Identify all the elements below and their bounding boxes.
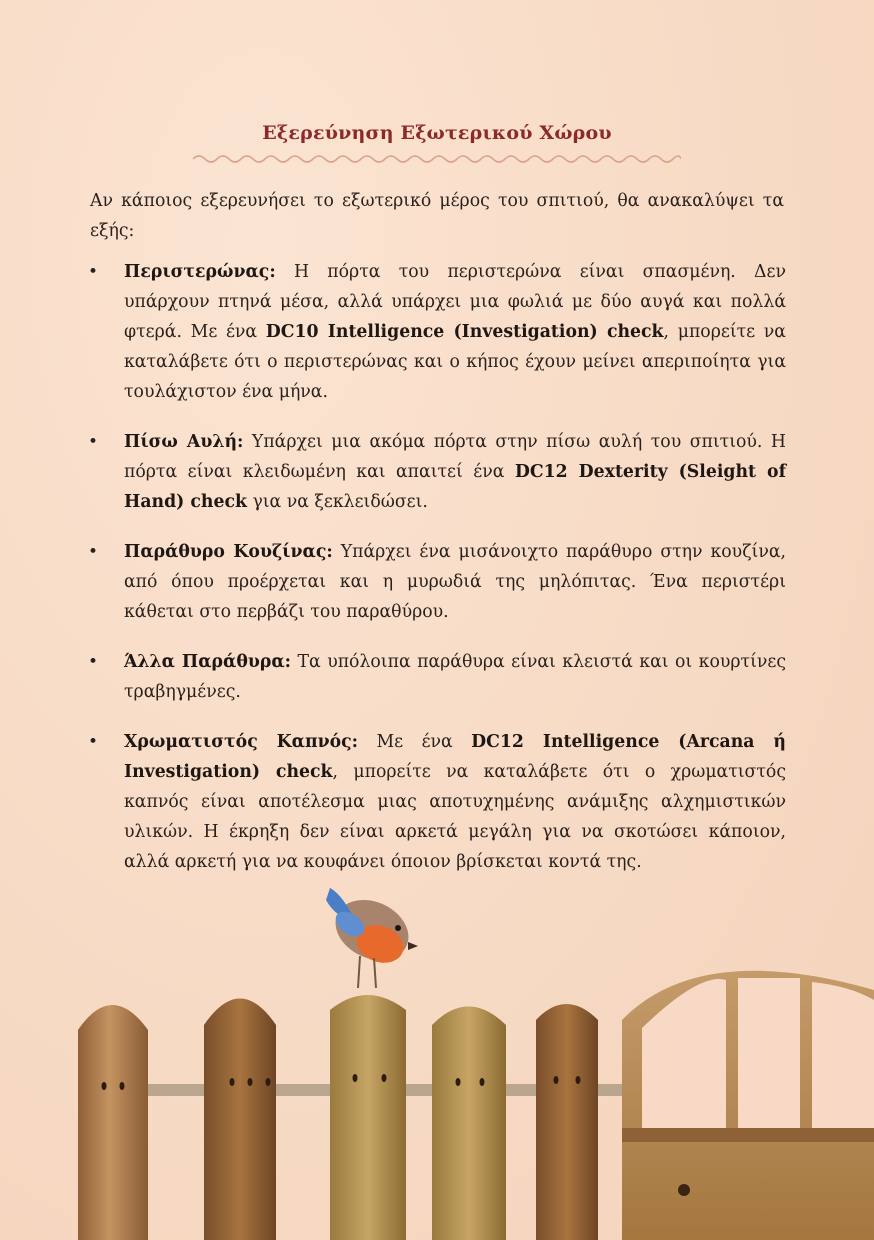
item-title: Άλλα Παράθυρα: (124, 652, 292, 672)
fence-picket (78, 1005, 148, 1240)
item-check: DC10 Intelligence (Investigation) check (265, 322, 664, 342)
item-text: Τα υπόλοιπα παράθυρα είναι κλειστά και οι κουρτίνες τραβηγμένες. (124, 652, 787, 702)
exploration-list (88, 257, 786, 897)
picket-knot (382, 1074, 387, 1082)
gate-window (738, 978, 800, 1128)
item-title: Περιστερώνας: (124, 262, 276, 282)
picket-knot (102, 1082, 107, 1090)
intro-paragraph: Αν κάποιος εξερευνήσει το εξωτερικό μέρος του σπιτιού, θα ανακαλύψει τα εξής: (90, 191, 784, 241)
item-text: Υπάρχει ένα μισάνοιχτο παράθυρο στην κουζίνα, από όπου προέρχεται και η μυρωδιά της μηλόπιτας. Ένα περιστέρι κάθεται στο περβάζι του παραθύρου. (124, 542, 787, 622)
item-text: για να ξεκλειδώσει. (246, 492, 428, 512)
picket-knot (230, 1078, 235, 1086)
fence-picket (432, 1007, 506, 1240)
picket-knot (576, 1076, 581, 1084)
fence-with-bird-illustration (0, 860, 874, 1240)
gate-window (812, 982, 874, 1128)
item-title: Παράθυρο Κουζίνας: (124, 542, 333, 562)
picket-knot (480, 1078, 485, 1086)
item-text: , μπορείτε να καταλάβετε ότι ο περιστερώνας και ο κήπος έχουν μείνει απεριποίητα για τουλάχιστον ένα μήνα. (124, 322, 786, 402)
item-text: , μπορείτε να καταλάβετε ότι ο χρωματιστός καπνός είναι αποτέλεσμα μιας αποτυχημένης ανάμιξης αλχημιστικών υλικών. Η έκρηξη δεν είναι αρκετά μεγάλη για να σκοτώσει κάποιον, αλλά αρκετή για να κουφάνει όποιον βρίσκεται κοντά της. (124, 762, 786, 872)
page-heading: Εξερεύνηση Εξωτερικού Χώρου (262, 122, 612, 144)
list-item (88, 257, 786, 407)
item-text: Η πόρτα του περιστερώνα είναι σπασμένη. Δεν υπάρχουν πτηνά μέσα, αλλά υπάρχει μια φωλιά με δύο αυγά και πολλά φτερά. Με ένα (124, 262, 786, 342)
picket-knot (248, 1078, 253, 1086)
picket-knot (266, 1078, 271, 1086)
item-check: DC12 Intelligence (Arcana ή Investigation) check (124, 732, 786, 782)
gate-crossbar (622, 1128, 874, 1142)
item-check: DC12 Dexterity (Sleight of Hand) check (124, 462, 786, 512)
list-item (88, 537, 786, 627)
item-text: Με ένα (358, 732, 472, 752)
item-title: Πίσω Αυλή: (124, 432, 244, 452)
picket-knot (456, 1078, 461, 1086)
list-item (88, 427, 786, 517)
picket-knot (120, 1082, 125, 1090)
wave-divider (193, 152, 681, 166)
fence-picket (536, 1004, 598, 1240)
list-item (88, 727, 786, 877)
fence-picket (204, 999, 276, 1240)
item-text: Υπάρχει μια ακόμα πόρτα στην πίσω αυλή του σπιτιού. Η πόρτα είναι κλειδωμένη και απαιτεί ένα (124, 432, 786, 482)
gate-knot (678, 1184, 690, 1196)
picket-knot (353, 1074, 358, 1082)
list-item (88, 647, 786, 707)
fence-picket (330, 995, 406, 1240)
item-title: Χρωματιστός Καπνός: (124, 732, 359, 752)
picket-knot (554, 1076, 559, 1084)
robin-bird (326, 888, 419, 988)
